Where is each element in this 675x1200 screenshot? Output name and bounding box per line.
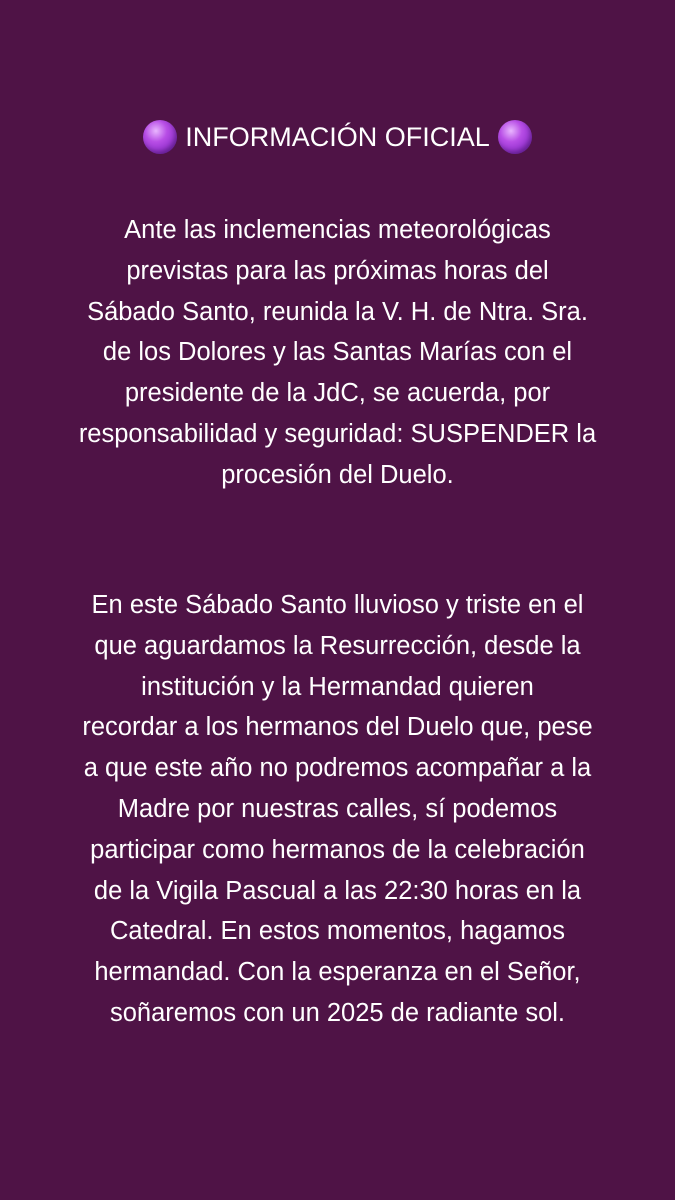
title-row: [0, 113, 675, 161]
paragraph-line: previstas para las próximas horas del: [126, 256, 549, 285]
paragraph-line: procesión del Duelo.: [221, 460, 454, 489]
paragraph-line: recordar a los hermanos del Duelo que, pese: [82, 713, 593, 742]
purple-circle-icon: [498, 120, 532, 154]
paragraph-line: En este Sábado Santo lluvioso y triste en el: [91, 591, 584, 619]
paragraph-line: Catedral. En estos momentos, hagamos: [110, 917, 565, 946]
message-paragraph: [40, 585, 635, 1034]
paragraph-line: Sábado Santo, reunida la V. H. de Ntra. Sra.: [87, 297, 588, 326]
paragraph-line: presidente de la JdC, se acuerda, por: [124, 379, 551, 408]
paragraph-line: Madre por nuestras calles, sí podemos: [117, 794, 558, 823]
paragraph-line: participar como hermanos de la celebración: [90, 835, 585, 864]
announcement-paragraph: [40, 210, 635, 496]
paragraph-line: a que este año no podremos acompañar a la: [83, 754, 592, 783]
paragraph-line: que aguardamos la Resurrección, desde la: [94, 631, 581, 660]
paragraph-line: institución y la Hermandad quieren: [141, 672, 534, 701]
title-text: INFORMACIÓN OFICIAL: [185, 121, 490, 152]
paragraph-line: de la Vigila Pascual a las 22:30 horas en la: [93, 876, 582, 905]
paragraph-line: soñaremos con un 2025 de radiante sol.: [109, 998, 566, 1027]
paragraph-line: de los Dolores y las Santas Marías con el: [102, 338, 573, 367]
purple-circle-icon: [143, 120, 177, 154]
paragraph-line: hermandad. Con la esperanza en el Señor,: [94, 958, 581, 987]
paragraph-line: responsabilidad y seguridad: SUSPENDER la: [78, 419, 597, 448]
paragraph-line: Ante las inclemencias meteorológicas: [124, 216, 551, 244]
